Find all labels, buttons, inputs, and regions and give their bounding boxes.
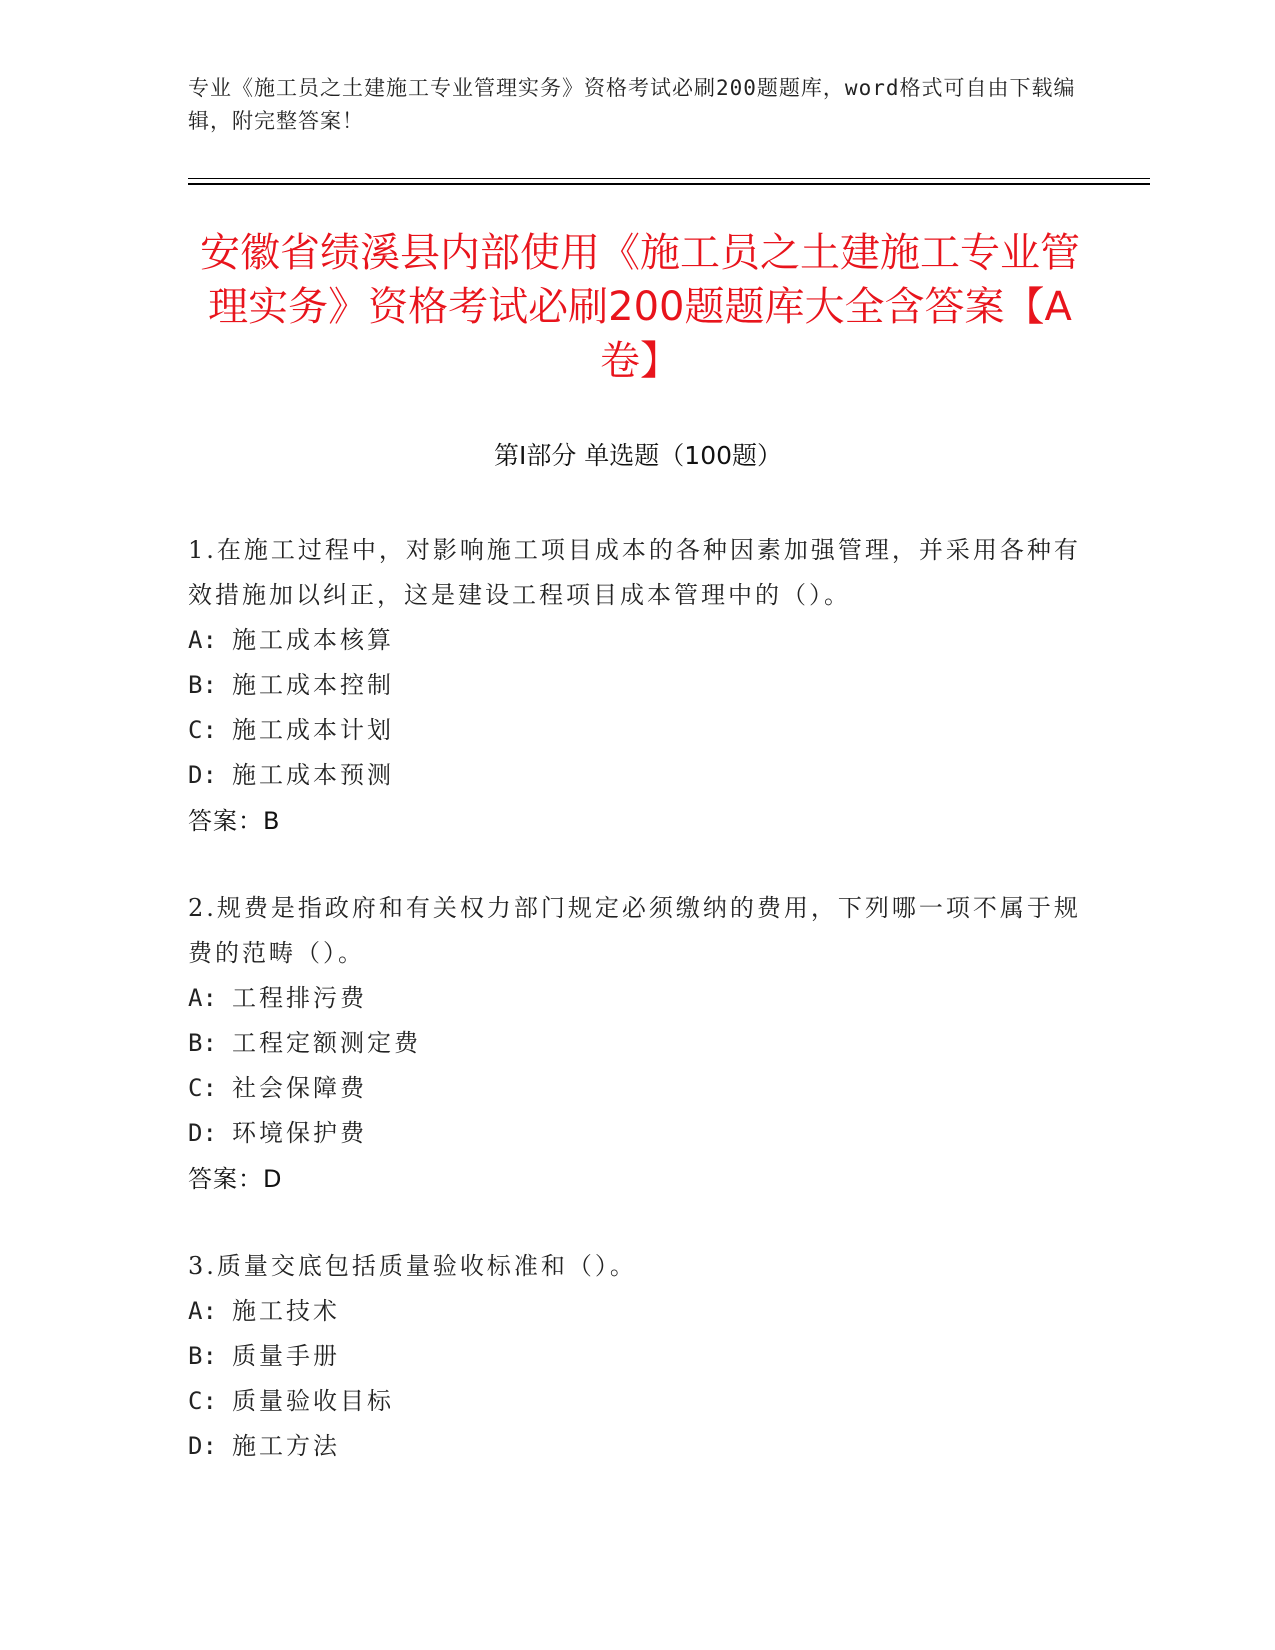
option-text: 社会保障费 xyxy=(232,1074,367,1102)
option-text: 施工成本控制 xyxy=(232,671,394,699)
question-stem: 1.在施工过程中，对影响施工项目成本的各种因素加强管理，并采用各种有效措施加以纠正，这是建设工程项目成本管理中的（）。 xyxy=(188,536,1081,609)
option-text: 施工技术 xyxy=(232,1297,340,1325)
option-letter: D: xyxy=(188,761,217,789)
option-letter: B: xyxy=(188,671,217,699)
option-letter: A: xyxy=(188,984,217,1012)
answer-line: 答案：B xyxy=(188,807,281,835)
option-text: 质量手册 xyxy=(232,1342,340,1370)
question-3 xyxy=(188,1244,1088,1469)
option-text: 施工成本核算 xyxy=(232,626,394,654)
option-text: 施工方法 xyxy=(232,1432,340,1460)
option-letter: B: xyxy=(188,1029,217,1057)
option-text: 工程定额测定费 xyxy=(232,1029,421,1057)
option-d xyxy=(188,1111,1088,1156)
header-divider-thin xyxy=(188,178,1150,179)
option-a xyxy=(188,1289,1088,1334)
option-text: 施工成本预测 xyxy=(232,761,394,789)
option-b xyxy=(188,1334,1088,1379)
option-letter: D: xyxy=(188,1432,217,1460)
option-text: 环境保护费 xyxy=(232,1119,367,1147)
option-letter: D: xyxy=(188,1119,217,1147)
option-letter: A: xyxy=(188,1297,217,1325)
option-text: 施工成本计划 xyxy=(232,716,394,744)
option-d xyxy=(188,1424,1088,1469)
option-b xyxy=(188,1021,1088,1066)
header-divider-thick xyxy=(188,183,1150,185)
option-letter: B: xyxy=(188,1342,217,1370)
answer-line: 答案：D xyxy=(188,1165,283,1193)
option-b xyxy=(188,663,1088,708)
option-letter: A: xyxy=(188,626,217,654)
section-heading: 第Ⅰ部分 单选题（100题） xyxy=(493,441,783,470)
option-letter: C: xyxy=(188,1387,217,1415)
option-text: 工程排污费 xyxy=(232,984,367,1012)
document-title: 安徽省绩溪县内部使用《施工员之土建施工专业管理实务》资格考试必刷200题题库大全含答案【A卷】 xyxy=(200,230,1080,384)
option-letter: C: xyxy=(188,1074,217,1102)
option-a xyxy=(188,976,1088,1021)
option-d xyxy=(188,753,1088,798)
question-stem: 3.质量交底包括质量验收标准和（）。 xyxy=(188,1252,637,1280)
option-letter: C: xyxy=(188,716,217,744)
option-a xyxy=(188,618,1088,663)
question-stem: 2.规费是指政府和有关权力部门规定必须缴纳的费用，下列哪一项不属于规费的范畴（）。 xyxy=(188,894,1081,967)
option-text: 质量验收目标 xyxy=(232,1387,394,1415)
option-c xyxy=(188,708,1088,753)
question-list xyxy=(188,528,1088,1511)
question-1 xyxy=(188,528,1088,844)
option-c xyxy=(188,1066,1088,1111)
option-c xyxy=(188,1379,1088,1424)
question-2 xyxy=(188,886,1088,1202)
header-note: 专业《施工员之土建施工专业管理实务》资格考试必刷200题题库，word格式可自由下载编辑，附完整答案！ xyxy=(188,76,1076,133)
